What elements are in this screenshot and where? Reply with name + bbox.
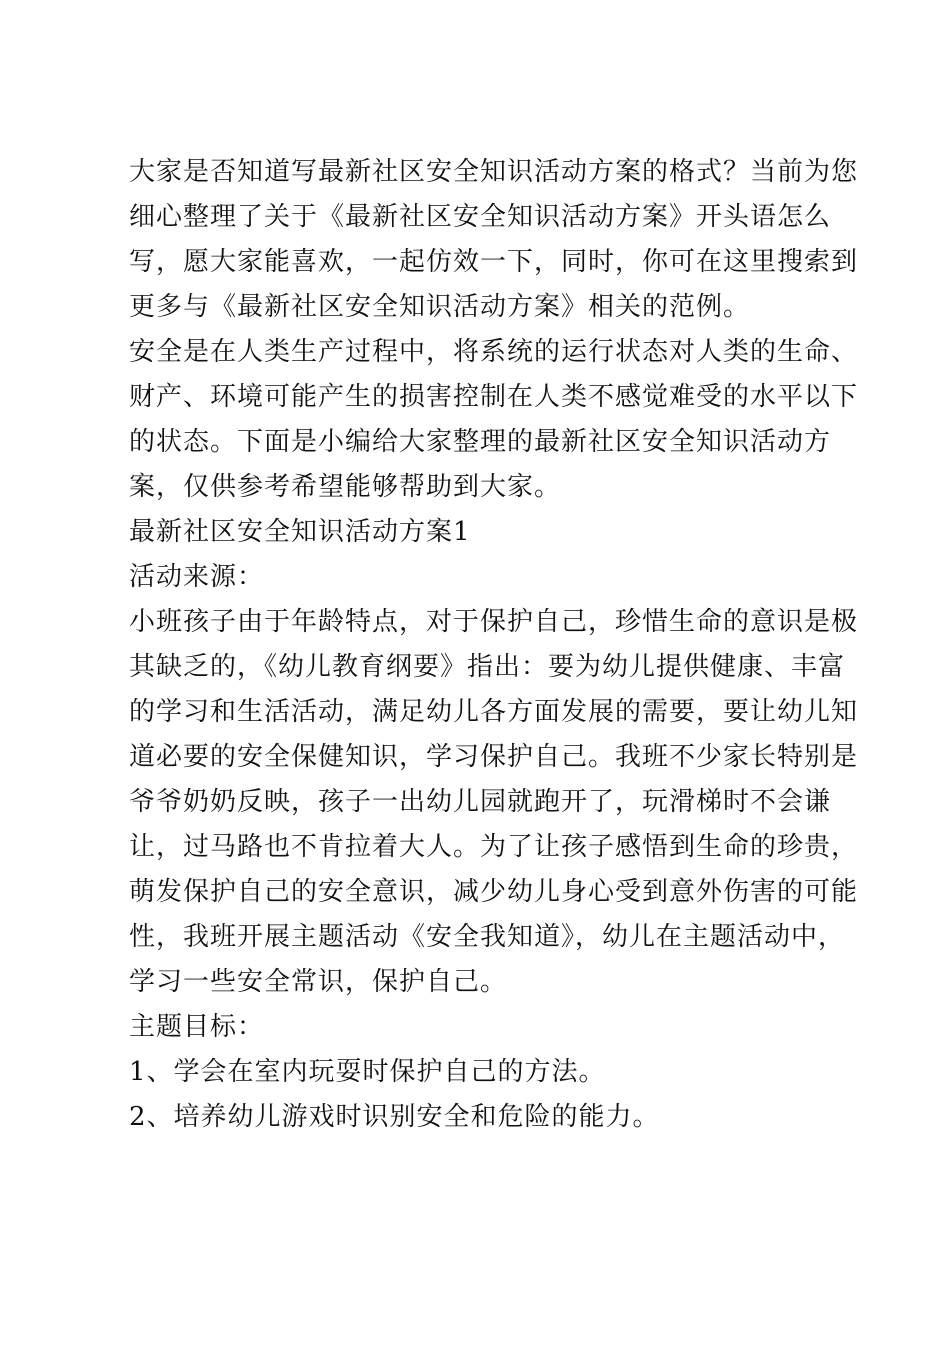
intro-paragraph	[129, 150, 859, 330]
source-heading: 活动来源：	[129, 562, 265, 592]
document-body	[129, 150, 859, 1140]
intro-line: 细心整理了关于《最新社区安全知识活动方案》开头语怎么	[129, 202, 832, 232]
intro-line: 更多与《最新社区安全知识活动方案》相关的范例。	[129, 292, 751, 322]
definition-line: 财产、环境可能产生的损害控制在人类不感觉难受的水平以下	[129, 382, 859, 412]
source-line: 其缺乏的，《幼儿教育纲要》指出：要为幼儿提供健康、丰富	[129, 652, 846, 682]
definition-line: 案，仅供参考希望能够帮助到大家。	[129, 472, 562, 502]
goal-item: 2、培养幼儿游戏时识别安全和危险的能力。	[129, 1102, 660, 1132]
intro-line: 大家是否知道写最新社区安全知识活动方案的格式？当前为您	[129, 157, 859, 187]
source-line: 萌发保护自己的安全意识，减少幼儿身心受到意外伤害的可能	[129, 877, 859, 907]
definition-line: 的状态。下面是小编给大家整理的最新社区安全知识活动方	[129, 427, 832, 457]
source-line: 爷爷奶奶反映，孩子一出幼儿园就跑开了，玩滑梯时不会谦	[129, 787, 832, 817]
source-line: 学习一些安全常识，保护自己。	[129, 967, 508, 997]
plan-title: 最新社区安全知识活动方案1	[129, 517, 471, 547]
definition-line: 安全是在人类生产过程中，将系统的运行状态对人类的生命、	[129, 337, 859, 367]
source-line: 让，过马路也不肯拉着大人。为了让孩子感悟到生命的珍贵，	[129, 832, 859, 862]
source-line: 性，我班开展主题活动《安全我知道》，幼儿在主题活动中，	[129, 922, 846, 952]
intro-line: 写，愿大家能喜欢，一起仿效一下，同时，你可在这里搜索到	[129, 247, 859, 277]
goals-heading: 主题目标：	[129, 1012, 265, 1042]
source-line: 的学习和生活活动，满足幼儿各方面发展的需要，要让幼儿知	[129, 697, 859, 727]
goals-list	[129, 1050, 829, 1140]
source-line: 小班孩子由于年龄特点，对于保护自己，珍惜生命的意识是极	[129, 607, 859, 637]
source-line: 道必要的安全保健知识，学习保护自己。我班不少家长特别是	[129, 742, 859, 772]
goal-item: 1、学会在室内玩耍时保护自己的方法。	[129, 1057, 606, 1087]
definition-paragraph	[129, 330, 859, 510]
source-paragraph	[129, 600, 859, 1005]
